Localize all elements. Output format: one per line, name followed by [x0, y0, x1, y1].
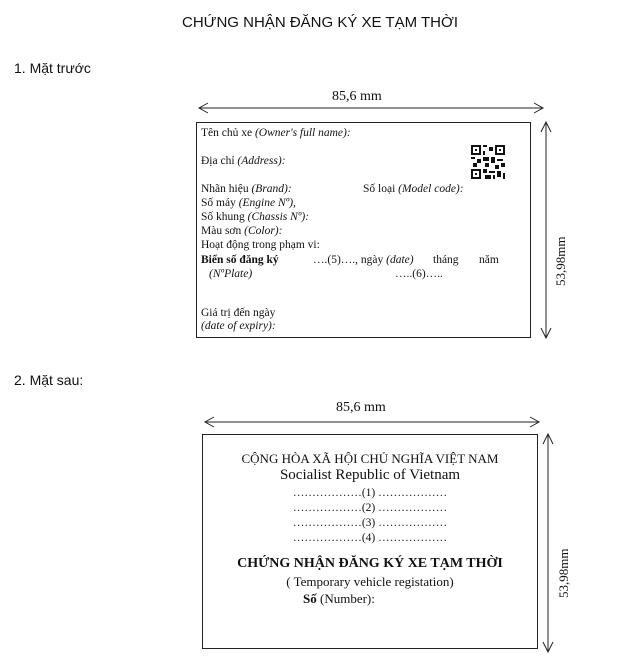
number-field: Số (Number):	[303, 591, 375, 606]
brand-field: Nhãn hiệu (Brand):	[201, 183, 292, 195]
republic-en: Socialist Republic of Vietnam	[279, 467, 461, 483]
engine-field: Số máy (Engine Nº),	[201, 197, 296, 209]
year-label: năm	[479, 254, 499, 266]
back-height-label: 53,98mm	[556, 548, 571, 598]
back-width-label: 85,6 mm	[336, 400, 386, 415]
blank-line-3: ………………(3) ………………	[292, 517, 448, 529]
back-card	[202, 434, 538, 649]
cert-title: CHỨNG NHẬN ĐĂNG KÝ XE TẠM THỜI	[237, 556, 503, 571]
front-height-arrow	[536, 120, 556, 340]
front-card	[196, 122, 531, 338]
front-section-label: 1. Mặt trước	[14, 60, 91, 76]
issuer-line: …..(6)…..	[395, 268, 443, 280]
expiry-field: Giá trị đến ngày	[201, 307, 276, 319]
plate-field: Biển số đăng ký	[201, 254, 279, 266]
blank-line-1: ………………(1) ………………	[292, 487, 448, 499]
expiry-en: (date of expiry):	[201, 320, 276, 332]
month-label: tháng	[433, 254, 459, 266]
address-field: Địa chỉ (Address):	[201, 155, 286, 167]
qr-code-icon	[471, 145, 505, 179]
page-title: CHỨNG NHẬN ĐĂNG KÝ XE TẠM THỜI	[182, 14, 458, 31]
back-section-label: 2. Mặt sau:	[14, 372, 84, 388]
blank-line-2: ………………(2) ………………	[292, 502, 448, 514]
blank-line-4: ………………(4) ………………	[292, 532, 448, 544]
owner-field: Tên chủ xe (Owner's full name):	[201, 127, 351, 139]
model-field: Số loại (Model code):	[363, 183, 464, 195]
chassis-field: Số khung (Chassis Nº):	[201, 211, 310, 223]
cert-subtitle: ( Temporary vehicle registation)	[286, 574, 454, 589]
scope-field: Hoạt động trong phạm vi:	[201, 239, 320, 251]
front-height-label: 53,98mm	[553, 236, 568, 286]
front-width-label: 85,6 mm	[332, 89, 382, 104]
color-field: Màu sơn (Color):	[201, 225, 283, 237]
republic-vn: CỘNG HÒA XÃ HỘI CHỦ NGHĨA VIỆT NAM	[241, 451, 499, 466]
back-height-arrow	[538, 432, 558, 654]
plate-en: (NºPlate)	[209, 268, 253, 280]
date-line: ….(5)…., ngày (date)	[313, 254, 414, 266]
